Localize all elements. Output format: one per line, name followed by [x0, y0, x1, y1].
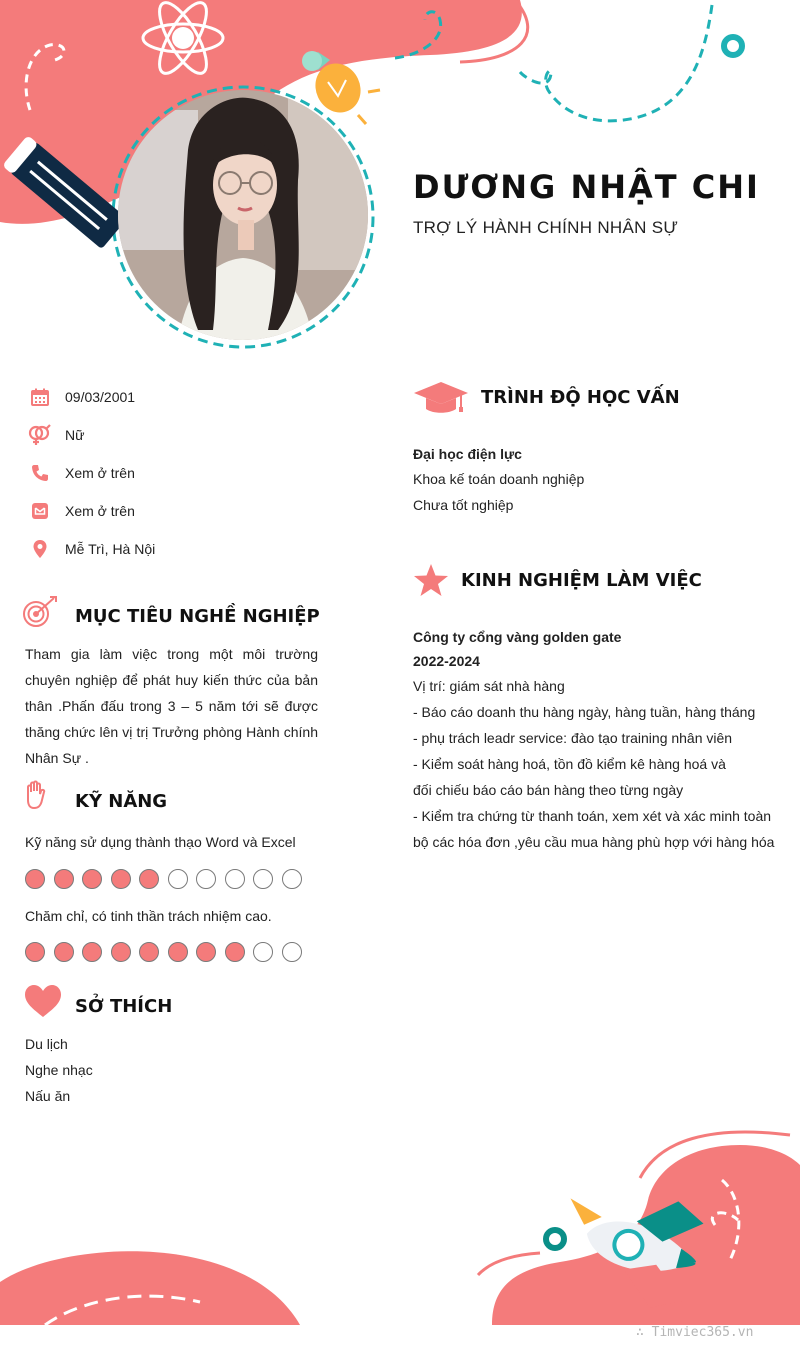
- experience-line: - Kiểm soát hàng hoá, tồn đồ kiểm kê hàng hoá và: [413, 756, 726, 772]
- rating-dot: [225, 942, 245, 962]
- hobby-item-3: Nấu ăn: [25, 1088, 71, 1104]
- profile-photo-illustration: [118, 90, 368, 340]
- teal-ring-icon: [724, 37, 742, 55]
- rating-dot: [111, 869, 131, 889]
- skill-label-2: Chăm chỉ, có tinh thần trách nhiệm cao.: [25, 908, 272, 924]
- bottom-left-blob: [0, 1251, 300, 1325]
- teal-dashed-curve-right: [520, 5, 712, 121]
- email-value[interactable]: Xem ở trên: [65, 503, 135, 519]
- rating-dot: [139, 869, 159, 889]
- phone-icon: [28, 461, 52, 485]
- rating-dot: [82, 869, 102, 889]
- rating-dot: [253, 869, 273, 889]
- skill-label-1: Kỹ năng sử dụng thành thạo Word và Excel: [25, 834, 296, 850]
- phone-row: [28, 461, 135, 485]
- rating-dot: [25, 942, 45, 962]
- skill-rating-2: [25, 942, 302, 962]
- skills-title: KỸ NĂNG: [75, 791, 168, 812]
- location-pin-icon: [28, 537, 52, 561]
- calendar-icon: [28, 385, 52, 409]
- rating-dot: [196, 869, 216, 889]
- hobby-item-1: Du lịch: [25, 1036, 68, 1052]
- rating-dot: [282, 942, 302, 962]
- experience-line: - Kiểm tra chứng từ thanh toán, xem xét và xác minh toàn: [413, 808, 772, 824]
- objective-text: Tham gia làm việc trong một môi trường chuyên nghiệp để phát huy kiến thức của bản thân .Phấn đấu trong 3 – 5 năm tới sẽ được thăng chức lên vị trị Trưởng phòng Hành chính Nhân Sự .: [25, 646, 318, 766]
- objective-title: MỤC TIÊU NGHỀ NGHIỆP: [75, 606, 320, 627]
- hobbies-title: SỞ THÍCH: [75, 996, 173, 1017]
- education-school: Đại học điện lực: [413, 446, 522, 462]
- rating-dot: [111, 942, 131, 962]
- rating-dot: [225, 869, 245, 889]
- rating-dot: [168, 869, 188, 889]
- hand-icon: [24, 780, 48, 815]
- target-icon: [22, 596, 58, 633]
- rating-dot: [82, 942, 102, 962]
- rating-dot: [25, 869, 45, 889]
- rating-dot: [282, 869, 302, 889]
- site-watermark: ∴ Timviec365.vn: [636, 1325, 754, 1340]
- birthday-row: [28, 385, 135, 409]
- experience-line: Vị trí: giám sát nhà hàng: [413, 678, 565, 694]
- birthday-value: 09/03/2001: [65, 389, 136, 405]
- address-row: [28, 537, 155, 561]
- education-major: Khoa kế toán doanh nghiệp: [413, 471, 585, 487]
- experience-line: - phụ trách leadr service: đào tạo training nhân viên: [413, 730, 733, 746]
- address-value: Mễ Trì, Hà Nội: [65, 541, 156, 557]
- gender-value: Nữ: [65, 427, 85, 443]
- profile-photo: [118, 90, 368, 340]
- education-status: Chưa tốt nghiệp: [413, 497, 514, 513]
- experience-period: 2022-2024: [413, 653, 480, 669]
- gender-icon: [28, 423, 52, 447]
- rating-dot: [196, 942, 216, 962]
- teal-small-ring-icon: [546, 1230, 564, 1248]
- education-title: TRÌNH ĐỘ HỌC VẤN: [481, 387, 680, 408]
- skill-rating-1: [25, 869, 302, 889]
- experience-title: KINH NGHIỆM LÀM VIỆC: [461, 570, 702, 591]
- hobby-item-2: Nghe nhạc: [25, 1062, 93, 1078]
- phone-value[interactable]: Xem ở trên: [65, 465, 135, 481]
- candidate-job-title: TRỢ LÝ HÀNH CHÍNH NHÂN SỰ: [413, 218, 679, 237]
- rating-dot: [168, 942, 188, 962]
- gender-row: [28, 423, 84, 447]
- email-icon: [28, 499, 52, 523]
- star-icon: [413, 563, 449, 602]
- rating-dot: [139, 942, 159, 962]
- rating-dot: [54, 942, 74, 962]
- heart-icon: [24, 984, 62, 1023]
- experience-line: đối chiếu báo cáo bán hàng theo từng ngày: [413, 782, 684, 798]
- experience-line: bộ các hóa đơn ,yêu cầu mua hàng phù hợp với hàng hóa: [413, 834, 775, 850]
- rating-dot: [54, 869, 74, 889]
- rating-dot: [253, 942, 273, 962]
- email-row: [28, 499, 135, 523]
- experience-company: Công ty cổng vàng golden gate: [413, 629, 622, 645]
- graduation-cap-icon: [413, 380, 469, 419]
- experience-line: - Báo cáo doanh thu hàng ngày, hàng tuần, hàng tháng: [413, 704, 756, 720]
- candidate-name: DƯƠNG NHẬT CHI: [413, 168, 760, 206]
